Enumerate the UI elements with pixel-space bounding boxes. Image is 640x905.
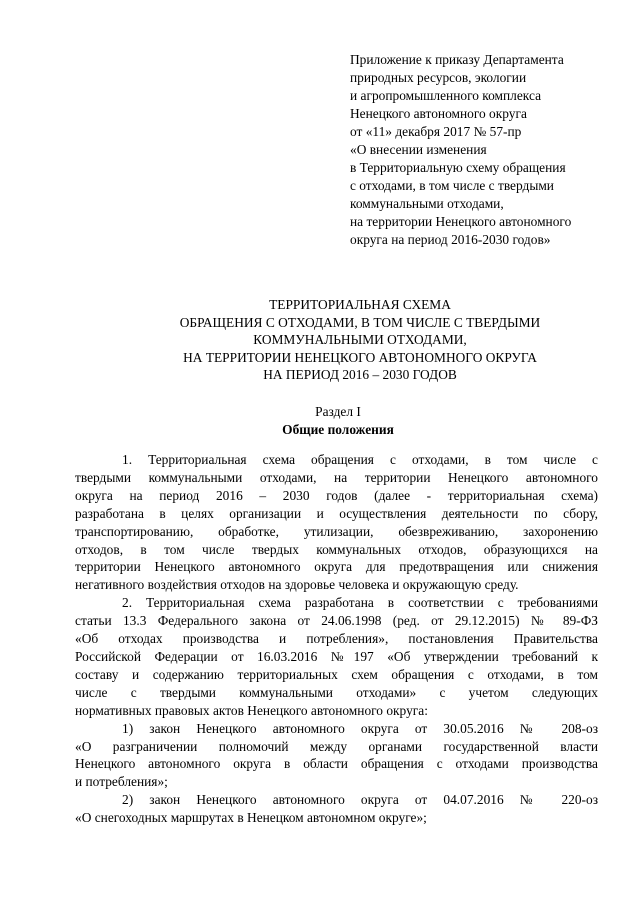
paragraph-line: статьи 13.3 Федерального закона от 24.06.1998 (ред. от 29.12.2015) № 89-ФЗ [75, 613, 598, 629]
paragraph-line: составу и содержанию территориальных схем обращения с отходами, в том [75, 666, 598, 682]
section-heading [78, 403, 598, 439]
paragraph-line: Ненецкого автономного округа в области обращения с отходами производства [75, 756, 598, 772]
appendix-line: на территории Ненецкого автономного [350, 214, 572, 229]
paragraph-1 [75, 451, 598, 594]
title-line: ОБРАЩЕНИЯ С ОТХОДАМИ, В ТОМ ЧИСЛЕ С ТВЕРДЫМИ [179, 314, 541, 330]
paragraph-2 [75, 594, 598, 719]
section-name: Общие положения [282, 422, 394, 437]
title-line: НА ТЕРРИТОРИИ НЕНЕЦКОГО АВТОНОМНОГО ОКРУГА [183, 349, 537, 365]
appendix-line: Приложение к приказу Департамента [350, 52, 564, 67]
section-number: Раздел I [315, 404, 361, 419]
paragraph-3 [75, 720, 598, 792]
document-body [75, 451, 598, 827]
appendix-line: и агропромышленного комплекса [350, 88, 542, 103]
paragraph-line: 2. Территориальная схема разработана в соответствии с требованиями [122, 595, 598, 611]
appendix-line: в Территориальную схему обращения [350, 160, 566, 175]
paragraph-line: числе с твердыми коммунальными отходами» с учетом следующих [75, 684, 598, 700]
title-line: ТЕРРИТОРИАЛЬНАЯ СХЕМА [269, 297, 451, 312]
paragraph-line: 2) закон Ненецкого автономного округа от 04.07.2016 № 220-оз [122, 792, 598, 808]
appendix-line: округа на период 2016-2030 годов» [350, 232, 551, 247]
appendix-line: от «11» декабря 2017 № 57-пр [350, 124, 522, 139]
paragraph-line: и потребления»; [75, 774, 168, 790]
paragraph-line: отходов, в том числе твердых коммунальных отходов, образующихся на [75, 541, 598, 557]
paragraph-line: «О снегоходных маршрутах в Ненецком автономном округе»; [75, 810, 427, 826]
appendix-line: Ненецкого автономного округа [350, 106, 527, 121]
appendix-note [350, 51, 620, 249]
title-line: НА ПЕРИОД 2016 – 2030 ГОДОВ [263, 367, 457, 383]
paragraph-line: территории Ненецкого автономного округа для предотвращения или снижения [75, 559, 598, 575]
paragraph-line: округа на период 2016 – 2030 годов (далее - территориальная схема) [75, 487, 598, 503]
paragraph-line: разработана в целях организации и осуществления деятельности по сбору, [75, 505, 598, 521]
paragraph-line: Российской Федерации от 16.03.2016 №197 «Об утверждении требований к [75, 648, 598, 664]
paragraph-line: транспортированию, обработке, утилизации, обезвреживанию, захоронению [75, 523, 598, 539]
paragraph-line: нормативных правовых актов Ненецкого автономного округа: [75, 702, 428, 718]
paragraph-line: 1) закон Ненецкого автономного округа от 30.05.2016 № 208-оз [122, 720, 598, 736]
appendix-line: коммунальными отходами, [350, 196, 504, 211]
paragraph-line: 1. Территориальная схема обращения с отходами, в том числе с [122, 452, 598, 467]
paragraph-line: твердыми коммунальными отходами, на территории Ненецкого автономного [75, 469, 598, 485]
appendix-line: природных ресурсов, экологии [350, 70, 527, 85]
title-line: КОММУНАЛЬНЫМИ ОТХОДАМИ, [253, 332, 467, 348]
paragraph-4 [75, 791, 598, 827]
appendix-line: с отходами, в том числе с твердыми [350, 178, 554, 193]
paragraph-line: «Об отходах производства и потребления», постановления Правительства [75, 631, 598, 647]
appendix-line: «О внесении изменения [350, 142, 487, 157]
paragraph-line: «О разграничении полномочий между органами государственной власти [75, 738, 598, 754]
paragraph-line: негативного воздействия отходов на здоровье человека и окружающую среду. [75, 577, 519, 593]
document-title [100, 296, 620, 384]
